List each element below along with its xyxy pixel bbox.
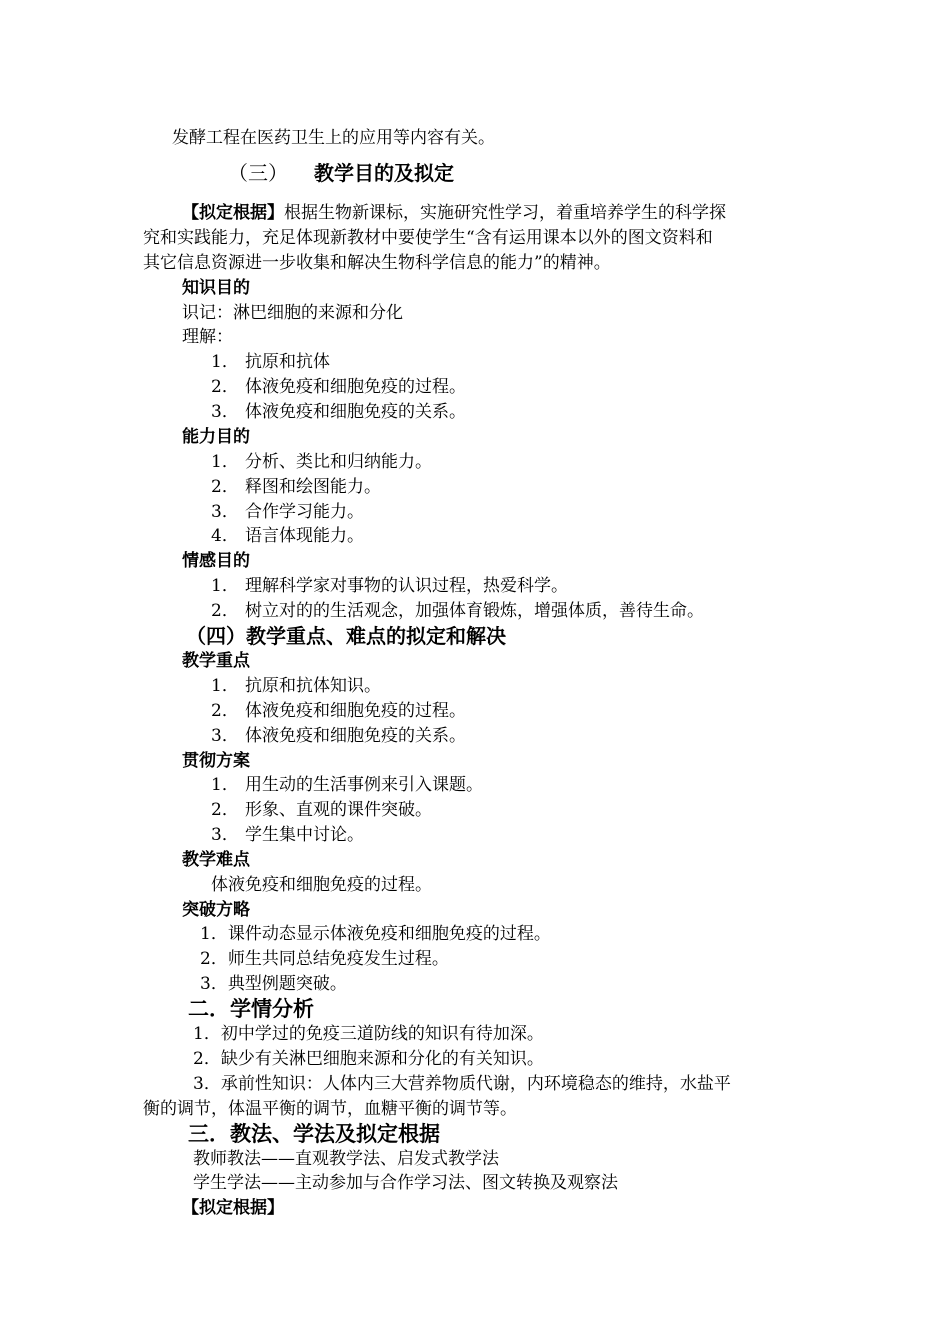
breakthrough-heading: 突破方略 [182,900,250,920]
list-item: 4． 语言体现能力。 [211,526,364,546]
basis-line: 根据生物新课标，实施研究性学习，着重培养学生的科学探 [284,203,726,223]
list-item: 2． 体液免疫和细胞免疫的过程。 [211,701,466,721]
ability-heading: 能力目的 [182,427,250,447]
basis-paragraph-line-3: 其它信息资源进一步收集和解决生物科学信息的能力”的精神。 [143,253,611,273]
list-item: 3． 学生集中讨论。 [211,825,364,845]
list-item: 2． 形象、直观的课件突破。 [211,800,432,820]
list-item: 1． 抗原和抗体知识。 [211,676,381,696]
list-item: 1． 分析、类比和归纳能力。 [211,452,432,472]
key-points-heading: 教学重点 [182,651,250,671]
list-item: 1．初中学过的免疫三道防线的知识有待加深。 [193,1024,544,1044]
methods-heading: 三．教法、学法及拟定根据 [188,1121,440,1146]
list-item: 3．典型例题突破。 [200,974,347,994]
section-three-title: 教学目的及拟定 [314,161,454,185]
knowledge-heading: 知识目的 [182,278,250,298]
methods-basis-tag: 【拟定根据】 [182,1198,284,1218]
list-item: 3． 体液免疫和细胞免疫的关系。 [211,402,466,422]
list-item: 3． 体液免疫和细胞免疫的关系。 [211,726,466,746]
knowledge-recall: 识记：淋巴细胞的来源和分化 [182,303,403,323]
list-item: 2．师生共同总结免疫发生过程。 [200,949,449,969]
knowledge-understand-label: 理解： [182,327,233,347]
teacher-method: 教师教法——直观教学法、启发式教学法 [193,1149,499,1169]
implementation-heading: 贯彻方案 [182,751,250,771]
list-item: 3． 合作学习能力。 [211,502,364,522]
basis-paragraph-line-2: 究和实践能力，充足体现新教材中要使学生“含有运用课本以外的图文资料和 [143,228,713,248]
list-item: 2． 释图和绘图能力。 [211,477,381,497]
difficulty-text: 体液免疫和细胞免疫的过程。 [211,875,432,895]
intro-continuation: 发酵工程在医药卫生上的应用等内容有关。 [172,128,495,148]
list-item-continuation: 衡的调节，体温平衡的调节，血糖平衡的调节等。 [143,1099,517,1119]
basis-tag: 【拟定根据】 [182,203,284,223]
learning-analysis-heading: 二．学情分析 [188,996,314,1021]
list-item: 2． 体液免疫和细胞免疫的过程。 [211,377,466,397]
section-four-heading: （四）教学重点、难点的拟定和解决 [186,624,506,648]
basis-paragraph-line-1 [182,202,726,224]
list-item: 2． 树立对的的生活观念，加强体育锻炼，增强体质，善待生命。 [211,601,704,621]
list-item: 1． 用生动的生活事例来引入课题。 [211,775,483,795]
section-three-heading [228,160,454,186]
list-item: 2．缺少有关淋巴细胞来源和分化的有关知识。 [193,1049,544,1069]
list-item: 1． 理解科学家对事物的认识过程，热爱科学。 [211,576,568,596]
difficulty-heading: 教学难点 [182,850,250,870]
list-item: 3．承前性知识：人体内三大营养物质代谢，内环境稳态的维持，水盐平 [193,1074,731,1094]
list-item: 1．课件动态显示体液免疫和细胞免疫的过程。 [200,924,551,944]
emotion-heading: 情感目的 [182,551,250,571]
student-method: 学生学法——主动参加与合作学习法、图文转换及观察法 [193,1173,618,1193]
section-three-number: （三） [228,161,288,185]
list-item: 1． 抗原和抗体 [211,352,330,372]
